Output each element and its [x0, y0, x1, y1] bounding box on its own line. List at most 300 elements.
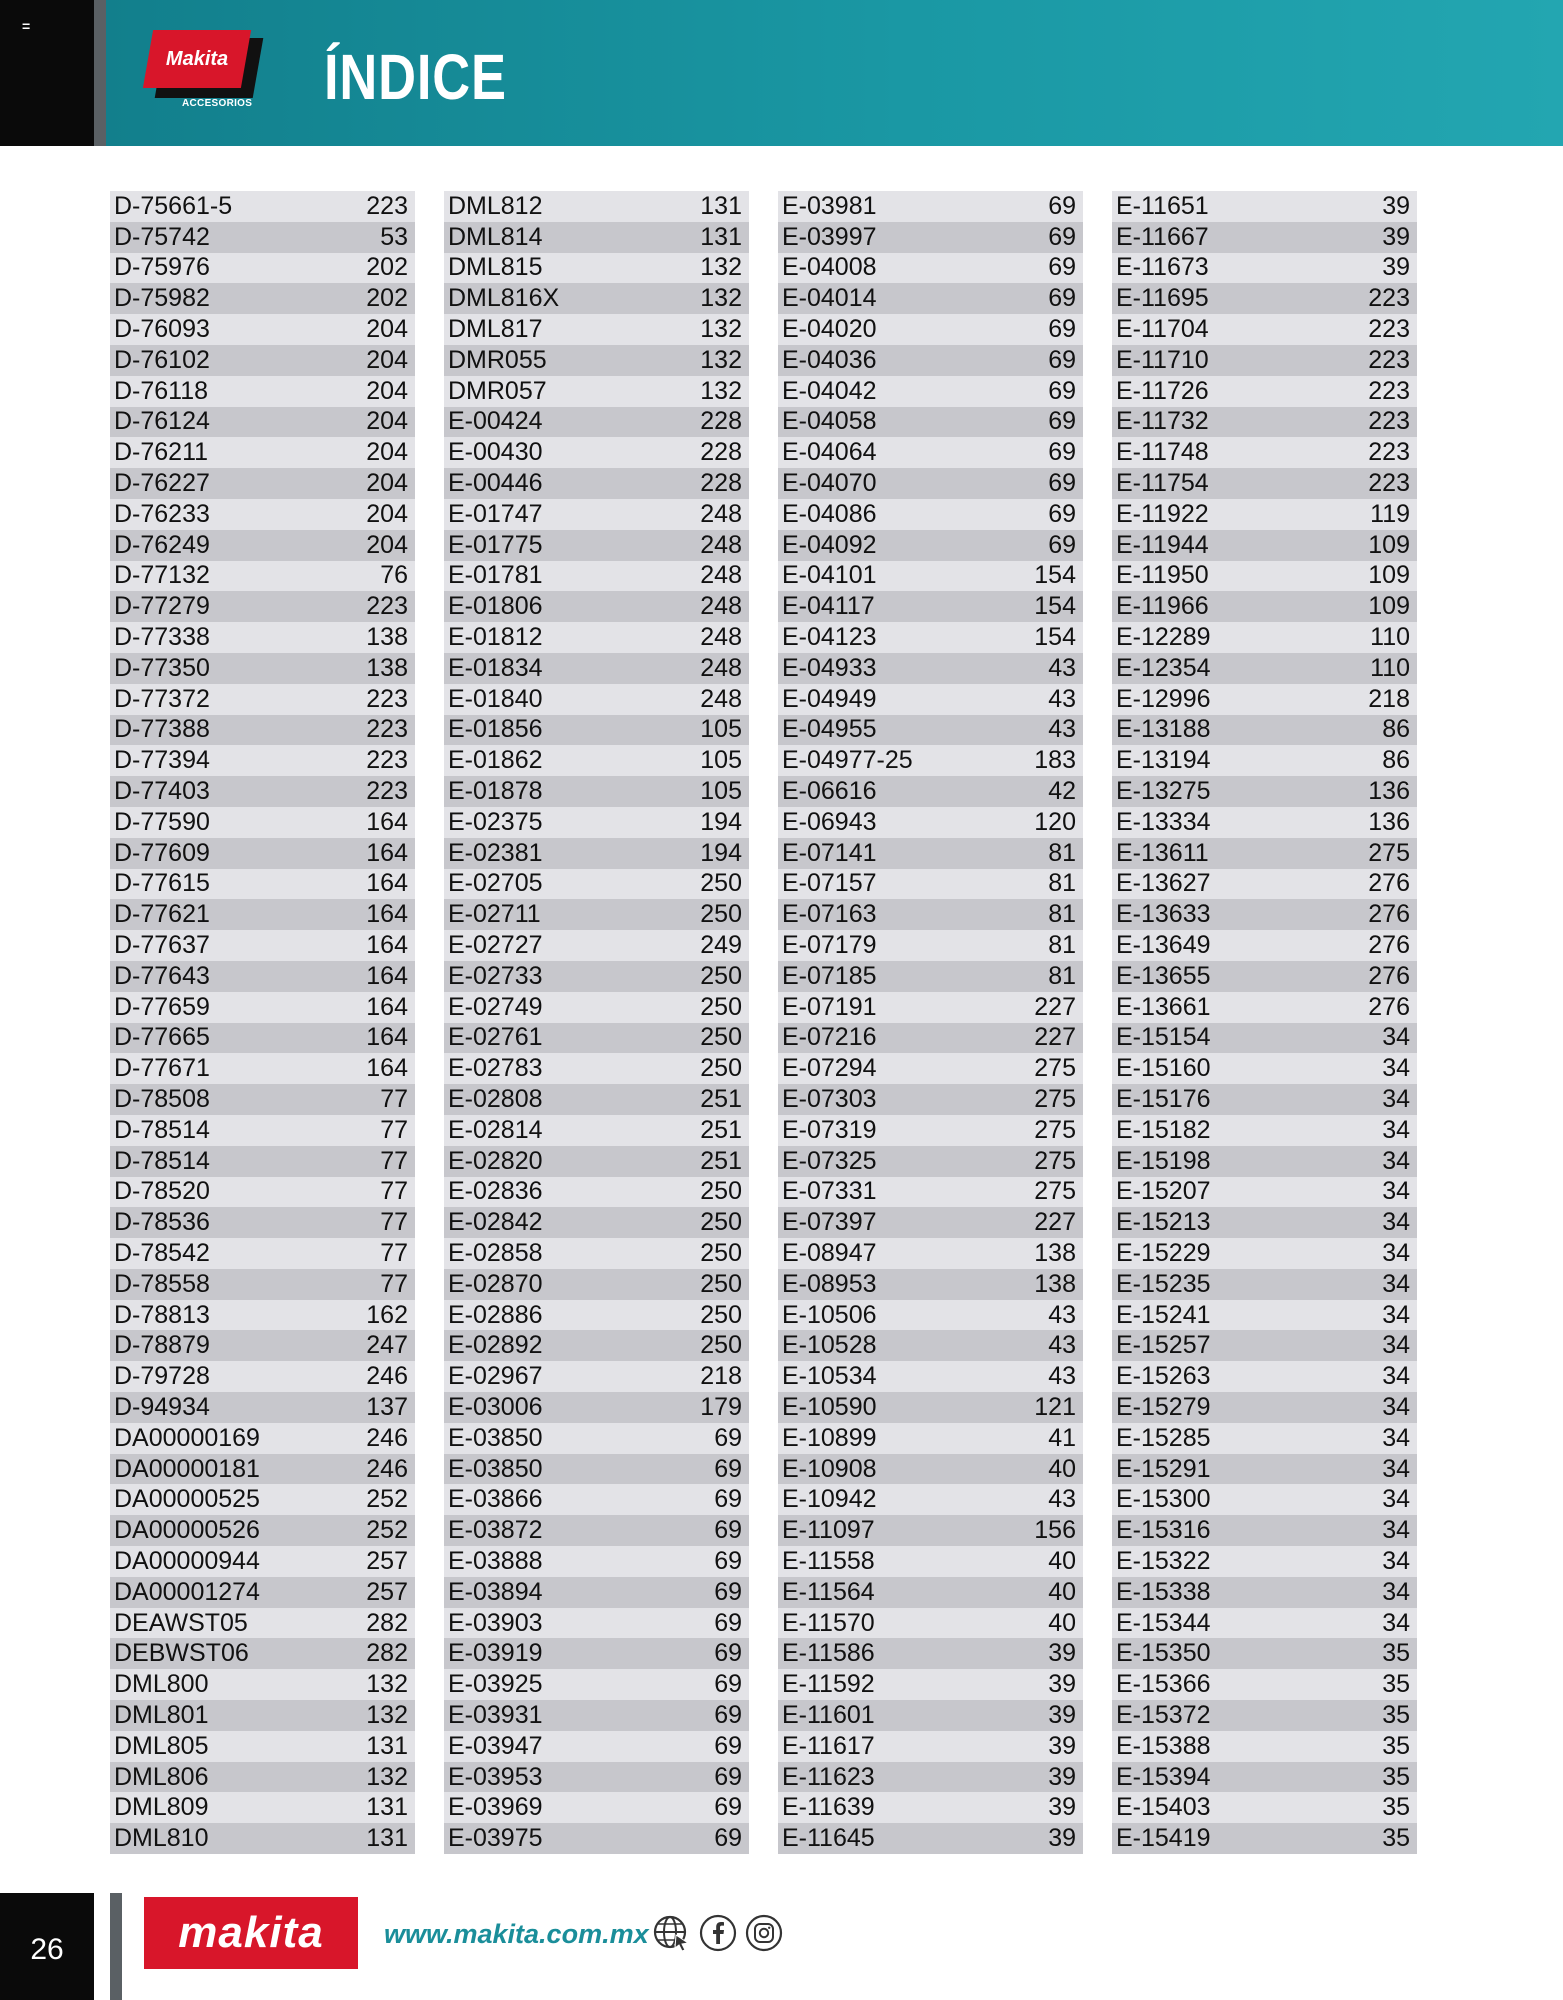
item-page: 136: [1368, 777, 1410, 806]
index-row: [110, 437, 415, 468]
page-title: ÍNDICE: [324, 41, 507, 113]
item-code: E-07179: [782, 931, 877, 960]
item-code: E-12996: [1116, 684, 1211, 713]
social-icons: [652, 1913, 784, 1953]
item-code: DA00000181: [114, 1454, 260, 1483]
item-page: 43: [1048, 1300, 1076, 1329]
index-row: [110, 776, 415, 807]
item-page: 164: [366, 900, 408, 929]
item-page: 34: [1382, 1454, 1410, 1483]
item-code: E-15154: [1116, 1023, 1211, 1052]
item-code: E-11695: [1116, 284, 1209, 313]
item-code: E-10506: [782, 1300, 877, 1329]
item-code: DMR055: [448, 345, 547, 374]
item-code: E-03953: [448, 1762, 543, 1791]
item-page: 183: [1034, 746, 1076, 775]
item-page: 105: [700, 715, 742, 744]
index-row: [778, 1423, 1083, 1454]
item-code: E-15241: [1116, 1300, 1211, 1329]
item-page: 194: [700, 838, 742, 867]
item-code: D-77132: [114, 561, 210, 590]
index-row: [110, 1300, 415, 1331]
item-page: 69: [714, 1423, 742, 1452]
index-row: [110, 1023, 415, 1054]
index-row: [444, 1146, 749, 1177]
instagram-icon[interactable]: [744, 1913, 784, 1953]
index-row: [778, 1700, 1083, 1731]
item-page: 251: [700, 1115, 742, 1144]
item-code: E-13188: [1116, 715, 1211, 744]
item-code: D-78514: [114, 1146, 210, 1175]
item-code: D-75982: [114, 284, 210, 313]
index-row: [778, 437, 1083, 468]
index-row: [110, 715, 415, 746]
index-row: [1112, 591, 1417, 622]
item-code: E-03919: [448, 1639, 543, 1668]
index-row: [778, 684, 1083, 715]
item-code: E-13633: [1116, 900, 1211, 929]
index-row: [444, 591, 749, 622]
item-page: 81: [1048, 931, 1076, 960]
item-code: E-15316: [1116, 1516, 1211, 1545]
item-code: D-77615: [114, 869, 210, 898]
index-row: [110, 1515, 415, 1546]
item-page: 77: [380, 1115, 408, 1144]
item-page: 132: [700, 284, 742, 313]
item-page: 251: [700, 1085, 742, 1113]
item-page: 246: [366, 1362, 408, 1391]
index-row: [110, 1238, 415, 1269]
item-page: 249: [700, 931, 742, 960]
item-page: 223: [1368, 438, 1410, 467]
index-row: [110, 1269, 415, 1300]
item-page: 53: [380, 222, 408, 251]
index-row: [778, 314, 1083, 345]
index-row: [778, 715, 1083, 746]
item-code: D-77279: [114, 592, 210, 621]
index-row: [778, 1669, 1083, 1700]
index-row: [1112, 622, 1417, 653]
item-page: 250: [700, 1054, 742, 1083]
index-row: [110, 1577, 415, 1608]
item-page: 34: [1382, 1608, 1410, 1637]
index-row: [1112, 1454, 1417, 1485]
item-page: 43: [1048, 1331, 1076, 1360]
item-code: E-02870: [448, 1269, 543, 1298]
item-code: E-07216: [782, 1023, 877, 1052]
index-row: [444, 1361, 749, 1392]
item-page: 34: [1382, 1023, 1410, 1052]
index-row: [778, 807, 1083, 838]
item-page: 69: [1048, 407, 1076, 436]
item-page: 34: [1382, 1300, 1410, 1329]
item-page: 69: [1048, 438, 1076, 467]
index-row: [444, 1330, 749, 1361]
item-page: 228: [700, 469, 742, 498]
item-page: 137: [366, 1392, 408, 1421]
item-code: E-03997: [782, 222, 877, 251]
item-page: 34: [1382, 1269, 1410, 1298]
item-page: 34: [1382, 1331, 1410, 1360]
item-code: D-77372: [114, 684, 210, 713]
item-code: E-03981: [782, 191, 877, 220]
item-code: D-78558: [114, 1269, 210, 1298]
index-row: [110, 253, 415, 284]
item-page: 204: [366, 345, 408, 374]
index-row: [778, 283, 1083, 314]
item-page: 39: [1048, 1670, 1076, 1699]
index-row: [1112, 1792, 1417, 1823]
item-code: E-07294: [782, 1054, 877, 1083]
item-page: 164: [366, 1054, 408, 1083]
index-row: [1112, 1392, 1417, 1423]
item-page: 132: [700, 315, 742, 344]
item-code: D-77338: [114, 623, 210, 652]
item-page: 250: [700, 992, 742, 1021]
index-row: [444, 1238, 749, 1269]
index-row: [444, 745, 749, 776]
item-code: E-11966: [1116, 592, 1209, 621]
index-row: [444, 1084, 749, 1115]
item-page: 131: [366, 1824, 408, 1853]
item-code: E-02820: [448, 1146, 543, 1175]
item-page: 257: [366, 1577, 408, 1606]
item-code: DA00000526: [114, 1516, 260, 1545]
item-code: E-04123: [782, 623, 877, 652]
item-page: 69: [714, 1793, 742, 1822]
item-code: D-76124: [114, 407, 210, 436]
item-page: 120: [1034, 807, 1076, 836]
item-page: 105: [700, 777, 742, 806]
index-row: [778, 1053, 1083, 1084]
index-row: [110, 869, 415, 900]
item-page: 77: [380, 1085, 408, 1113]
item-page: 34: [1382, 1085, 1410, 1113]
item-page: 39: [1048, 1824, 1076, 1853]
index-row: [444, 191, 749, 222]
item-code: E-02858: [448, 1238, 543, 1267]
item-page: 223: [1368, 315, 1410, 344]
index-row: [1112, 1423, 1417, 1454]
index-row: [110, 1546, 415, 1577]
header-grey-strip: [94, 0, 106, 146]
item-page: 251: [700, 1146, 742, 1175]
item-code: E-04955: [782, 715, 877, 744]
item-page: 34: [1382, 1362, 1410, 1391]
item-page: 179: [700, 1392, 742, 1421]
item-page: 204: [366, 499, 408, 528]
item-code: E-10942: [782, 1485, 877, 1514]
item-code: DML816X: [448, 284, 560, 313]
makita-brand-logo: [144, 1897, 358, 1969]
item-page: 275: [1368, 838, 1410, 867]
item-code: E-04086: [782, 499, 877, 528]
item-page: 131: [700, 191, 742, 220]
item-code: D-78536: [114, 1208, 210, 1237]
item-code: D-78542: [114, 1238, 210, 1267]
item-page: 250: [700, 869, 742, 898]
item-code: E-03006: [448, 1392, 543, 1421]
index-row: [444, 1638, 749, 1669]
index-row: [444, 1731, 749, 1762]
index-row: [1112, 838, 1417, 869]
item-page: 275: [1034, 1115, 1076, 1144]
item-code: E-03866: [448, 1485, 543, 1514]
index-row: [444, 499, 749, 530]
index-row: [1112, 314, 1417, 345]
item-code: E-01834: [448, 653, 543, 682]
index-row: [444, 838, 749, 869]
item-page: 218: [700, 1362, 742, 1391]
index-row: [110, 591, 415, 622]
item-code: E-04036: [782, 345, 877, 374]
index-row: [778, 191, 1083, 222]
index-row: [1112, 715, 1417, 746]
item-code: E-02842: [448, 1208, 543, 1237]
index-row: [1112, 684, 1417, 715]
item-page: 69: [1048, 284, 1076, 313]
index-row: [444, 253, 749, 284]
item-code: E-11667: [1116, 222, 1209, 251]
item-page: 223: [1368, 376, 1410, 405]
item-page: 81: [1048, 961, 1076, 990]
index-row: [444, 1454, 749, 1485]
menu-icon[interactable]: =: [22, 18, 31, 34]
page-footer: [0, 1893, 1563, 2000]
item-code: E-15291: [1116, 1454, 1211, 1483]
index-row: [1112, 1762, 1417, 1793]
item-code: E-03903: [448, 1608, 543, 1637]
index-row: [1112, 407, 1417, 438]
web-icon[interactable]: [652, 1913, 692, 1953]
item-page: 35: [1382, 1824, 1410, 1853]
item-code: E-02967: [448, 1362, 543, 1391]
footer-black-tab: [0, 1893, 94, 2000]
item-page: 39: [1048, 1731, 1076, 1760]
index-row: [778, 1515, 1083, 1546]
item-page: 109: [1368, 561, 1410, 590]
item-page: 69: [714, 1700, 742, 1729]
index-row: [444, 530, 749, 561]
index-row: [444, 1823, 749, 1854]
index-row: [1112, 1577, 1417, 1608]
index-row: [778, 1269, 1083, 1300]
index-row: [110, 807, 415, 838]
item-code: E-11623: [782, 1762, 875, 1791]
item-page: 138: [366, 623, 408, 652]
index-row: [778, 745, 1083, 776]
item-code: E-04117: [782, 592, 875, 621]
item-code: E-02711: [448, 900, 541, 929]
index-row: [778, 591, 1083, 622]
index-row: [1112, 1084, 1417, 1115]
item-page: 227: [1034, 1023, 1076, 1052]
item-page: 39: [1048, 1700, 1076, 1729]
index-row: [444, 376, 749, 407]
item-code: E-06616: [782, 777, 877, 806]
index-row: [110, 653, 415, 684]
item-page: 223: [1368, 469, 1410, 498]
item-page: 35: [1382, 1793, 1410, 1822]
index-row: [110, 376, 415, 407]
index-row: [778, 992, 1083, 1023]
item-code: E-11639: [782, 1793, 875, 1822]
item-code: E-04933: [782, 653, 877, 682]
item-page: 227: [1034, 1208, 1076, 1237]
index-row: [1112, 530, 1417, 561]
item-code: E-11586: [782, 1639, 875, 1668]
index-row: [110, 1454, 415, 1485]
item-code: E-15160: [1116, 1054, 1211, 1083]
item-code: E-07325: [782, 1146, 877, 1175]
index-row: [778, 1546, 1083, 1577]
index-row: [1112, 1115, 1417, 1146]
index-row: [778, 653, 1083, 684]
item-code: E-15372: [1116, 1700, 1211, 1729]
item-code: DEBWST06: [114, 1639, 249, 1668]
item-page: 164: [366, 931, 408, 960]
item-page: 257: [366, 1546, 408, 1575]
item-page: 39: [1048, 1639, 1076, 1668]
item-code: E-11726: [1116, 376, 1209, 405]
item-code: E-11617: [782, 1731, 875, 1760]
item-page: 132: [700, 253, 742, 282]
index-row: [778, 1084, 1083, 1115]
item-page: 35: [1382, 1639, 1410, 1668]
item-page: 246: [366, 1423, 408, 1452]
item-code: E-04008: [782, 253, 877, 282]
item-code: D-77637: [114, 931, 210, 960]
index-row: [1112, 1207, 1417, 1238]
index-row: [444, 437, 749, 468]
item-code: D-76102: [114, 345, 210, 374]
page-header: [0, 0, 1563, 146]
item-code: DA00000525: [114, 1485, 260, 1514]
item-code: E-01775: [448, 530, 543, 559]
item-page: 69: [1048, 345, 1076, 374]
item-page: 69: [714, 1824, 742, 1853]
item-code: E-07141: [782, 838, 877, 867]
item-page: 218: [1368, 684, 1410, 713]
item-page: 248: [700, 499, 742, 528]
index-row: [110, 899, 415, 930]
item-page: 138: [1034, 1238, 1076, 1267]
item-code: E-15213: [1116, 1208, 1211, 1237]
item-code: E-10534: [782, 1362, 877, 1391]
index-row: [444, 1515, 749, 1546]
item-code: DML806: [114, 1762, 209, 1791]
item-page: 202: [366, 253, 408, 282]
item-page: 132: [366, 1762, 408, 1791]
item-code: D-78514: [114, 1115, 210, 1144]
index-row: [444, 1392, 749, 1423]
index-row: [778, 1823, 1083, 1854]
index-row: [1112, 776, 1417, 807]
item-page: 34: [1382, 1115, 1410, 1144]
index-row: [444, 1053, 749, 1084]
item-page: 227: [1034, 992, 1076, 1021]
index-row: [778, 345, 1083, 376]
index-row: [1112, 869, 1417, 900]
item-page: 109: [1368, 592, 1410, 621]
item-code: E-04042: [782, 376, 877, 405]
item-page: 76: [380, 561, 408, 590]
item-page: 282: [366, 1639, 408, 1668]
item-code: D-75976: [114, 253, 210, 282]
index-row: [778, 1146, 1083, 1177]
item-page: 110: [1370, 653, 1410, 682]
item-code: E-01856: [448, 715, 543, 744]
item-code: DEAWST05: [114, 1608, 248, 1637]
item-page: 276: [1368, 961, 1410, 990]
index-row: [778, 1392, 1083, 1423]
item-code: E-13627: [1116, 869, 1211, 898]
index-row: [444, 1300, 749, 1331]
item-code: E-04014: [782, 284, 877, 313]
index-row: [110, 930, 415, 961]
item-code: E-15176: [1116, 1085, 1211, 1113]
item-page: 69: [714, 1731, 742, 1760]
index-row: [778, 530, 1083, 561]
item-page: 35: [1382, 1731, 1410, 1760]
item-code: D-78813: [114, 1300, 210, 1329]
item-code: E-15366: [1116, 1670, 1211, 1699]
item-page: 34: [1382, 1392, 1410, 1421]
item-code: E-15285: [1116, 1423, 1211, 1452]
index-row: [1112, 1361, 1417, 1392]
item-code: E-02381: [448, 838, 543, 867]
item-page: 276: [1368, 931, 1410, 960]
index-row: [1112, 283, 1417, 314]
website-link[interactable]: www.makita.com.mx: [384, 1919, 649, 1949]
item-code: E-03931: [448, 1700, 543, 1729]
item-page: 247: [366, 1331, 408, 1360]
index-column-3: [778, 191, 1083, 1854]
item-page: 77: [380, 1177, 408, 1206]
item-code: E-15207: [1116, 1177, 1211, 1206]
item-code: E-00446: [448, 469, 543, 498]
index-row: [778, 776, 1083, 807]
facebook-icon[interactable]: [698, 1913, 738, 1953]
index-row: [110, 1638, 415, 1669]
item-code: E-15338: [1116, 1577, 1211, 1606]
index-row: [1112, 1546, 1417, 1577]
item-page: 40: [1048, 1608, 1076, 1637]
index-row: [110, 1330, 415, 1361]
item-code: E-15198: [1116, 1146, 1211, 1175]
item-page: 228: [700, 407, 742, 436]
index-row: [110, 838, 415, 869]
item-page: 39: [1048, 1762, 1076, 1791]
item-page: 223: [1368, 407, 1410, 436]
index-row: [778, 1638, 1083, 1669]
item-page: 39: [1382, 253, 1410, 282]
item-code: E-11704: [1116, 315, 1209, 344]
item-page: 69: [714, 1485, 742, 1514]
index-row: [1112, 191, 1417, 222]
index-row: [444, 1269, 749, 1300]
item-page: 154: [1034, 592, 1076, 621]
item-page: 69: [1048, 253, 1076, 282]
item-code: DML800: [114, 1670, 209, 1699]
index-row: [444, 1207, 749, 1238]
item-page: 250: [700, 1300, 742, 1329]
item-code: E-13661: [1116, 992, 1211, 1021]
item-code: D-77621: [114, 900, 210, 929]
item-page: 35: [1382, 1762, 1410, 1791]
index-row: [110, 1484, 415, 1515]
item-page: 77: [380, 1208, 408, 1237]
